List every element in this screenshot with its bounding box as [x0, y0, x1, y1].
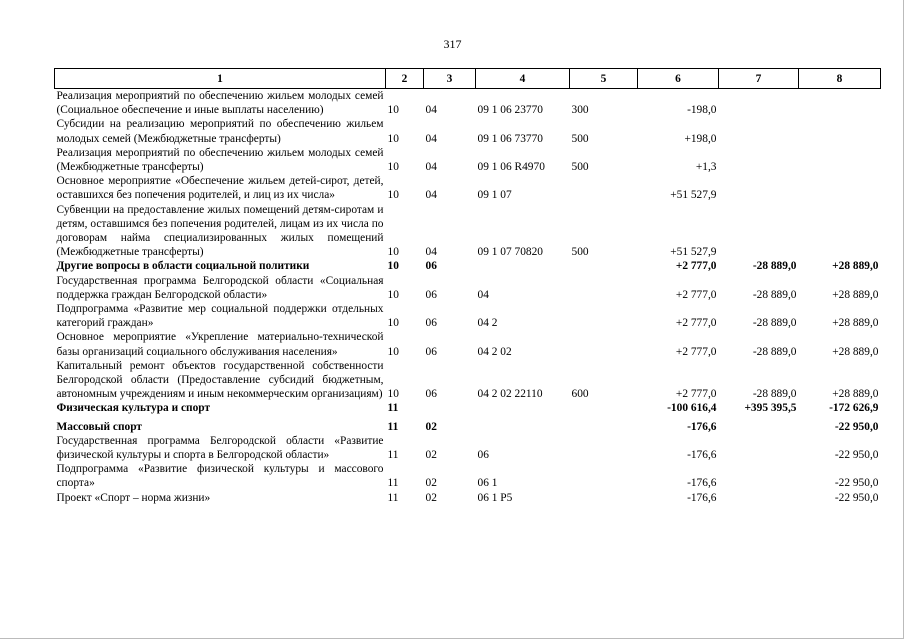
- row-name: Субсидии на реализацию мероприятий по обеспечению жильем молодых семей (Межбюджетные трансферты): [56, 118, 384, 145]
- row-name: Основное мероприятие «Обеспечение жильем детей-сирот, детей, оставшихся без попечения родителей, и лиц из их числа»: [56, 175, 384, 202]
- row-amount-2: [719, 416, 799, 434]
- row-name: Реализация мероприятий по обеспечению жильем молодых семей (Межбюджетные трансферты): [56, 146, 384, 174]
- row-amount-1: +1,3: [695, 161, 717, 174]
- table-row: [55, 259, 881, 273]
- row-expense-type: [570, 330, 638, 358]
- row-name: Основное мероприятие «Укрепление материально-технической базы организаций социального обслуживания населения»: [56, 331, 384, 358]
- row-section: 10: [387, 104, 399, 117]
- row-amount-3: -22 950,0: [834, 449, 879, 462]
- row-subsection: 02: [425, 420, 437, 433]
- row-name: Подпрограмма «Развитие физической культуры и массового спорта»: [56, 463, 384, 490]
- row-section: 11: [387, 477, 399, 490]
- row-amount-2: +395 395,5: [744, 402, 797, 415]
- row-name: Подпрограмма «Развитие мер социальной поддержки отдельных категорий граждан»: [56, 303, 384, 330]
- row-name: Государственная программа Белгородской области «Социальная поддержка граждан Белгородской области»: [56, 274, 384, 301]
- row-amount-1: -176,6: [687, 477, 717, 490]
- row-name: Проект «Спорт – норма жизни»: [56, 491, 211, 504]
- row-section: 10: [387, 317, 399, 330]
- row-target-article: 09 1 06 73770: [477, 132, 543, 145]
- header-col-1: 1: [55, 69, 386, 89]
- row-subsection: 06: [425, 288, 437, 301]
- row-section: 10: [387, 246, 399, 259]
- row-target-article: [476, 416, 570, 434]
- row-amount-3: -22 950,0: [834, 477, 879, 490]
- row-subsection: 04: [425, 104, 437, 117]
- row-amount-3: -22 950,0: [834, 491, 879, 504]
- table-row: [55, 89, 881, 118]
- row-subsection: 06: [425, 260, 437, 273]
- row-expense-type: 300: [571, 104, 589, 117]
- row-amount-3: +28 889,0: [832, 288, 879, 301]
- row-amount-1: +51 527,9: [670, 246, 717, 259]
- table-row: [55, 359, 881, 402]
- row-amount-3: [799, 117, 881, 145]
- row-amount-3: [799, 89, 881, 118]
- budget-table: [54, 68, 881, 505]
- row-section: 10: [387, 132, 399, 145]
- row-amount-1: -198,0: [687, 104, 717, 117]
- row-amount-3: +28 889,0: [832, 345, 879, 358]
- row-amount-1: +2 777,0: [675, 345, 717, 358]
- row-amount-2: -28 889,0: [752, 345, 797, 358]
- row-target-article: 09 1 06 R4970: [477, 161, 545, 174]
- table-row: [55, 117, 881, 145]
- header-col-8: 8: [799, 69, 881, 89]
- table-row: [55, 434, 881, 462]
- row-section: 11: [387, 449, 399, 462]
- row-subsection: 02: [425, 449, 437, 462]
- header-col-6: 6: [638, 69, 719, 89]
- row-section: 11: [387, 420, 399, 433]
- row-target-article: 06 1 P5: [477, 491, 513, 504]
- row-section: 10: [387, 161, 399, 174]
- row-amount-3: [799, 174, 881, 202]
- row-amount-3: -22 950,0: [834, 420, 879, 433]
- row-amount-2: -28 889,0: [752, 260, 797, 273]
- row-amount-1: +2 777,0: [675, 317, 717, 330]
- row-target-article: [476, 259, 570, 273]
- row-expense-type: [570, 259, 638, 273]
- table-row: [55, 146, 881, 174]
- row-name: Реализация мероприятий по обеспечению жильем молодых семей (Социальное обеспечение и иные выплаты населению): [56, 90, 384, 117]
- row-expense-type: 500: [571, 161, 589, 174]
- row-amount-1: -176,6: [687, 420, 717, 433]
- row-expense-type: [570, 416, 638, 434]
- row-section: 10: [387, 345, 399, 358]
- row-amount-3: +28 889,0: [832, 260, 879, 273]
- row-amount-3: +28 889,0: [832, 317, 879, 330]
- table-row: [55, 462, 881, 490]
- row-amount-1: -176,6: [687, 491, 717, 504]
- row-subsection: 06: [425, 317, 437, 330]
- row-subsection: 04: [425, 132, 437, 145]
- row-expense-type: [570, 274, 638, 302]
- row-name: Другие вопросы в области социальной политики: [56, 260, 310, 273]
- row-expense-type: [570, 302, 638, 330]
- header-col-2: 2: [386, 69, 424, 89]
- row-amount-3: [799, 203, 881, 260]
- row-amount-2: [719, 146, 799, 174]
- row-amount-2: [719, 174, 799, 202]
- row-subsection: 02: [425, 491, 437, 504]
- header-col-4: 4: [476, 69, 570, 89]
- row-target-article: 06: [477, 449, 489, 462]
- header-col-3: 3: [424, 69, 476, 89]
- row-amount-1: +2 777,0: [675, 388, 717, 401]
- row-amount-2: [719, 491, 799, 505]
- header-col-7: 7: [719, 69, 799, 89]
- row-target-article: 04 2 02 22110: [477, 388, 543, 401]
- row-expense-type: [570, 462, 638, 490]
- header-col-5: 5: [570, 69, 638, 89]
- row-subsection: [424, 401, 476, 415]
- header-row: [55, 69, 881, 89]
- table-row: [55, 401, 881, 415]
- row-subsection: 04: [425, 189, 437, 202]
- row-name: Субвенции на предоставление жилых помещений детям-сиротам и детям, оставшимся без попечения родителей, лицам из их числа по договорам найма специализированных жилых помещений (Межбюджетные трансферты): [56, 203, 384, 259]
- row-expense-type: [570, 434, 638, 462]
- row-name: Массовый спорт: [56, 420, 143, 433]
- row-target-article: 09 1 07 70820: [477, 246, 543, 259]
- row-amount-3: -172 626,9: [829, 402, 879, 415]
- row-amount-1: -176,6: [687, 449, 717, 462]
- row-target-article: 09 1 06 23770: [477, 104, 543, 117]
- row-amount-1: +2 777,0: [675, 288, 717, 301]
- table-row: [55, 416, 881, 434]
- row-section: 10: [387, 388, 399, 401]
- row-subsection: 06: [425, 388, 437, 401]
- row-section: 10: [387, 288, 399, 301]
- row-target-article: [476, 401, 570, 415]
- row-section: 10: [387, 260, 399, 273]
- row-target-article: 06 1: [477, 477, 498, 490]
- table-row: [55, 203, 881, 260]
- row-name: Государственная программа Белгородской области «Развитие физической культуры и спорта в Белгородской области»: [56, 434, 384, 462]
- row-section: 10: [387, 189, 399, 202]
- table-row: [55, 302, 881, 330]
- row-section: 11: [387, 402, 399, 415]
- row-amount-1: +198,0: [684, 132, 717, 145]
- row-name: Физическая культура и спорт: [56, 402, 211, 415]
- row-section: 11: [387, 491, 399, 504]
- row-amount-3: +28 889,0: [832, 388, 879, 401]
- row-subsection: 04: [425, 246, 437, 259]
- row-amount-1: -100 616,4: [667, 402, 717, 415]
- row-amount-3: [799, 146, 881, 174]
- row-subsection: 06: [425, 345, 437, 358]
- row-amount-2: [719, 203, 799, 260]
- row-amount-2: [719, 462, 799, 490]
- row-expense-type: 500: [571, 132, 589, 145]
- table-row: [55, 274, 881, 302]
- row-subsection: 04: [425, 161, 437, 174]
- row-amount-2: [719, 117, 799, 145]
- row-expense-type: [570, 174, 638, 202]
- row-target-article: 04 2: [477, 317, 498, 330]
- row-amount-1: +51 527,9: [670, 189, 717, 202]
- row-name: Капитальный ремонт объектов государственной собственности Белгородской области (Предоставление субсидий бюджетным, автономным учреждениям и иным некоммерческим организациям): [56, 359, 384, 401]
- row-amount-2: -28 889,0: [752, 317, 797, 330]
- row-target-article: 09 1 07: [477, 189, 512, 202]
- row-amount-2: -28 889,0: [752, 388, 797, 401]
- table-row: [55, 330, 881, 358]
- row-amount-2: [719, 89, 799, 118]
- row-target-article: 04 2 02: [477, 345, 512, 358]
- table-row: [55, 174, 881, 202]
- row-target-article: 04: [477, 288, 489, 301]
- row-amount-2: -28 889,0: [752, 288, 797, 301]
- row-subsection: 02: [425, 477, 437, 490]
- row-expense-type: [570, 491, 638, 505]
- table-row: [55, 491, 881, 505]
- table-body: [55, 89, 881, 505]
- row-amount-1: +2 777,0: [675, 260, 717, 273]
- row-expense-type: 600: [571, 388, 589, 401]
- row-expense-type: 500: [571, 246, 589, 259]
- page-number: 317: [443, 37, 462, 51]
- row-expense-type: [570, 401, 638, 415]
- row-amount-2: [719, 434, 799, 462]
